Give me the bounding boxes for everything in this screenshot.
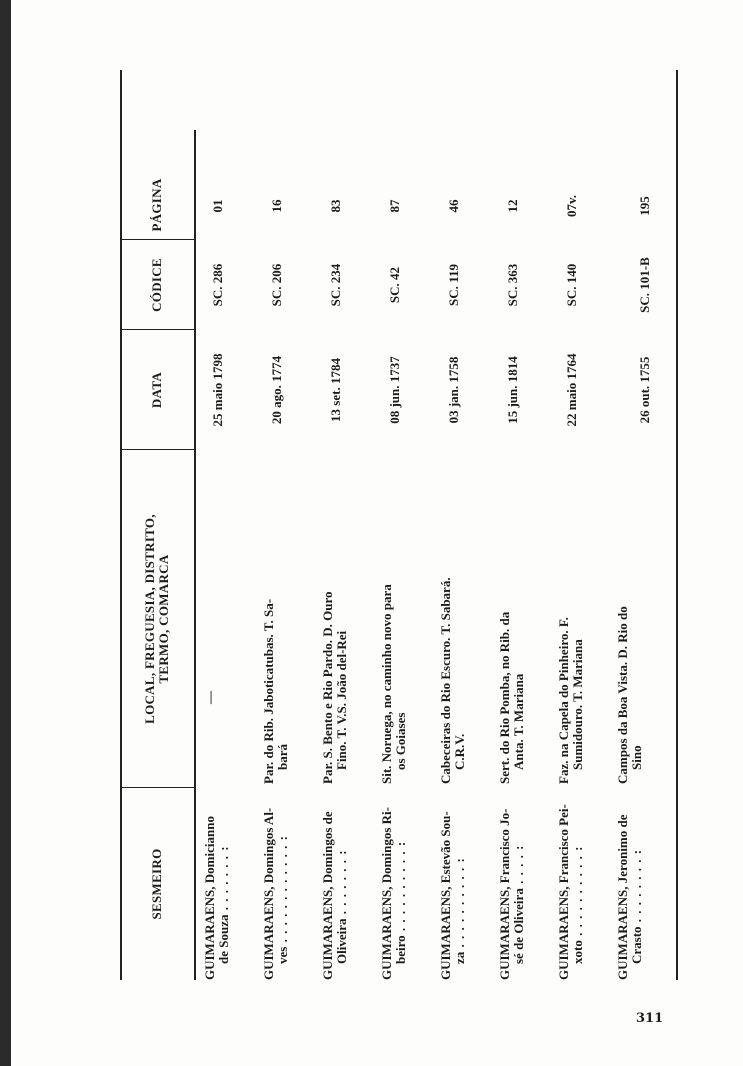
header-bottom-rule xyxy=(194,130,196,980)
header-data xyxy=(120,330,194,450)
sesmeiro-cell xyxy=(262,790,290,980)
data-cell: 15 jun. 1814 xyxy=(505,356,520,424)
sesmeiro-line2: xoto xyxy=(570,940,585,964)
local-line1: Sert. do Rio Pomba, no Rib. da xyxy=(497,611,512,784)
data-cell: 20 ago. 1774 xyxy=(269,355,284,425)
header-sesmeiro-label: SESMEIRO xyxy=(149,848,164,920)
codice-cell: SC. 286 xyxy=(210,263,225,307)
sesmeiro-cell xyxy=(203,790,231,980)
dot-leader: . . . . . . . : xyxy=(334,849,349,919)
sesmeiro-line2: Oliveira xyxy=(334,918,349,964)
page-number: 311 xyxy=(636,1011,664,1026)
header-sesmeiro xyxy=(120,788,194,980)
local-cell xyxy=(262,454,290,784)
sesmeiro-line1: GUIMARAENS, Domingos Ri- xyxy=(379,807,394,980)
sesmeiro-line2: Crasto xyxy=(629,926,644,964)
header-local-line2: TERMO, COMARCA xyxy=(156,554,171,684)
sesmeiro-cell xyxy=(380,790,408,980)
data-cell: 22 maio 1764 xyxy=(564,353,579,427)
local-line1: Sit. Noruega, no caminho novo para xyxy=(379,584,394,784)
sesmeiro-line1: GUIMARAENS, Francisco Pei- xyxy=(556,804,571,980)
data-cell: 08 jun. 1737 xyxy=(387,356,402,424)
sesmeiro-cell xyxy=(321,790,349,980)
codice-cell: SC. 206 xyxy=(269,263,284,307)
sesmeiro-cell xyxy=(557,790,585,980)
dot-leader: . . . . . . . . . . : xyxy=(393,840,408,936)
codice-cell: SC. 234 xyxy=(328,263,343,307)
pagina-cell: 195 xyxy=(637,196,652,216)
pagina-cell: 16 xyxy=(269,199,284,213)
sesmeiro-line1: GUIMARAENS, Estevão Sou- xyxy=(438,811,453,980)
sesmeiro-line1: GUIMARAENS, Jeronimo de xyxy=(615,814,630,980)
local-line2: os Goiases xyxy=(393,712,408,770)
pagina-cell: 87 xyxy=(387,199,402,213)
header-pagina-label: PÁGINA xyxy=(149,178,164,232)
header-codice xyxy=(120,240,194,330)
pagina-cell: 07v. xyxy=(564,194,579,218)
sesmeiro-cell xyxy=(439,790,467,980)
header-local xyxy=(120,450,194,788)
sesmeiro-line1: GUIMARAENS, Domingos Al- xyxy=(261,807,276,980)
local-cell xyxy=(439,454,467,784)
sesmeiro-line1: GUIMARAENS, Domingos de xyxy=(320,811,335,980)
local-line1: Par. do Rib. Jaboticatubas. T. Sa- xyxy=(261,598,276,784)
data-cell: 26 out. 1755 xyxy=(637,356,652,424)
table-bottom-rule xyxy=(676,70,678,980)
dot-leader: . . . . . . . . . . : xyxy=(570,845,585,941)
local-cell xyxy=(380,454,408,784)
codice-cell: SC. 363 xyxy=(505,263,520,307)
sesmeiro-line2: beiro xyxy=(393,935,408,964)
dot-leader: . . . . . . . . : xyxy=(629,848,644,927)
dot-leader: . . . . . . . : xyxy=(216,845,231,915)
sesmeiro-cell xyxy=(616,790,644,980)
book-spine-shadow xyxy=(0,0,11,1066)
local-line1: — xyxy=(202,691,217,704)
pagina-cell: 83 xyxy=(328,199,343,213)
local-cell xyxy=(203,454,217,784)
sesmeiro-line1: GUIMARAENS, Francisco Jo- xyxy=(497,808,512,980)
codice-cell: SC. 42 xyxy=(387,266,402,304)
local-line1: Campos da Boa Vista. D. Rio do xyxy=(615,606,630,784)
local-line2: Fino. T. V.S. João del-Rei xyxy=(334,630,349,770)
codice-cell: SC. 101-B xyxy=(637,257,652,313)
data-cell: 03 jan. 1758 xyxy=(446,356,461,424)
local-line1: Par. S. Bento e Rio Pardo. D. Ouro xyxy=(320,591,335,784)
local-cell xyxy=(498,454,526,784)
local-line1: Faz. na Capela do Pinheiro. F. xyxy=(556,617,571,784)
pagina-cell: 46 xyxy=(446,199,461,213)
codice-cell: SC. 140 xyxy=(564,263,579,307)
sesmeiro-line1: GUIMARAENS, Domicianno xyxy=(202,816,217,980)
local-cell xyxy=(321,454,349,784)
codice-cell: SC. 119 xyxy=(446,264,461,306)
pagina-cell: 01 xyxy=(210,199,225,213)
local-line2: C.R.V. xyxy=(452,733,467,770)
local-cell xyxy=(616,454,644,784)
header-codice-label: CÓDICE xyxy=(149,258,164,312)
sesmeiro-line2: de Souza xyxy=(216,914,231,964)
header-data-label: DATA xyxy=(149,371,164,409)
dot-leader: . . . . . . . . . . . . : xyxy=(275,835,290,947)
local-cell xyxy=(557,454,585,784)
dot-leader: . . . . : xyxy=(511,844,526,889)
local-line2: Sino xyxy=(629,745,644,770)
sesmeiro-line2: sé de Oliveira xyxy=(511,888,526,964)
data-cell: 13 set. 1784 xyxy=(328,358,343,422)
sesmarias-table xyxy=(120,70,680,980)
local-line2: bará xyxy=(275,744,290,770)
sesmeiro-cell xyxy=(498,790,526,980)
local-line2: Sumidouro. T. Mariana xyxy=(570,639,585,770)
local-line1: Cabeceiras do Rio Escuro. T. Sabará. xyxy=(438,577,453,784)
dot-leader: . . . . . . . . . . : xyxy=(452,857,467,952)
header-pagina xyxy=(120,170,194,240)
header-local-line1: LOCAL, FREGUESIA, DISTRITO, xyxy=(142,514,157,724)
sesmeiro-line2: za xyxy=(452,951,467,964)
local-line2: Anta. T. Mariana xyxy=(511,673,526,770)
pagina-cell: 12 xyxy=(505,199,520,213)
sesmeiro-line2: ves xyxy=(275,946,290,964)
data-cell: 25 maio 1798 xyxy=(210,353,225,427)
